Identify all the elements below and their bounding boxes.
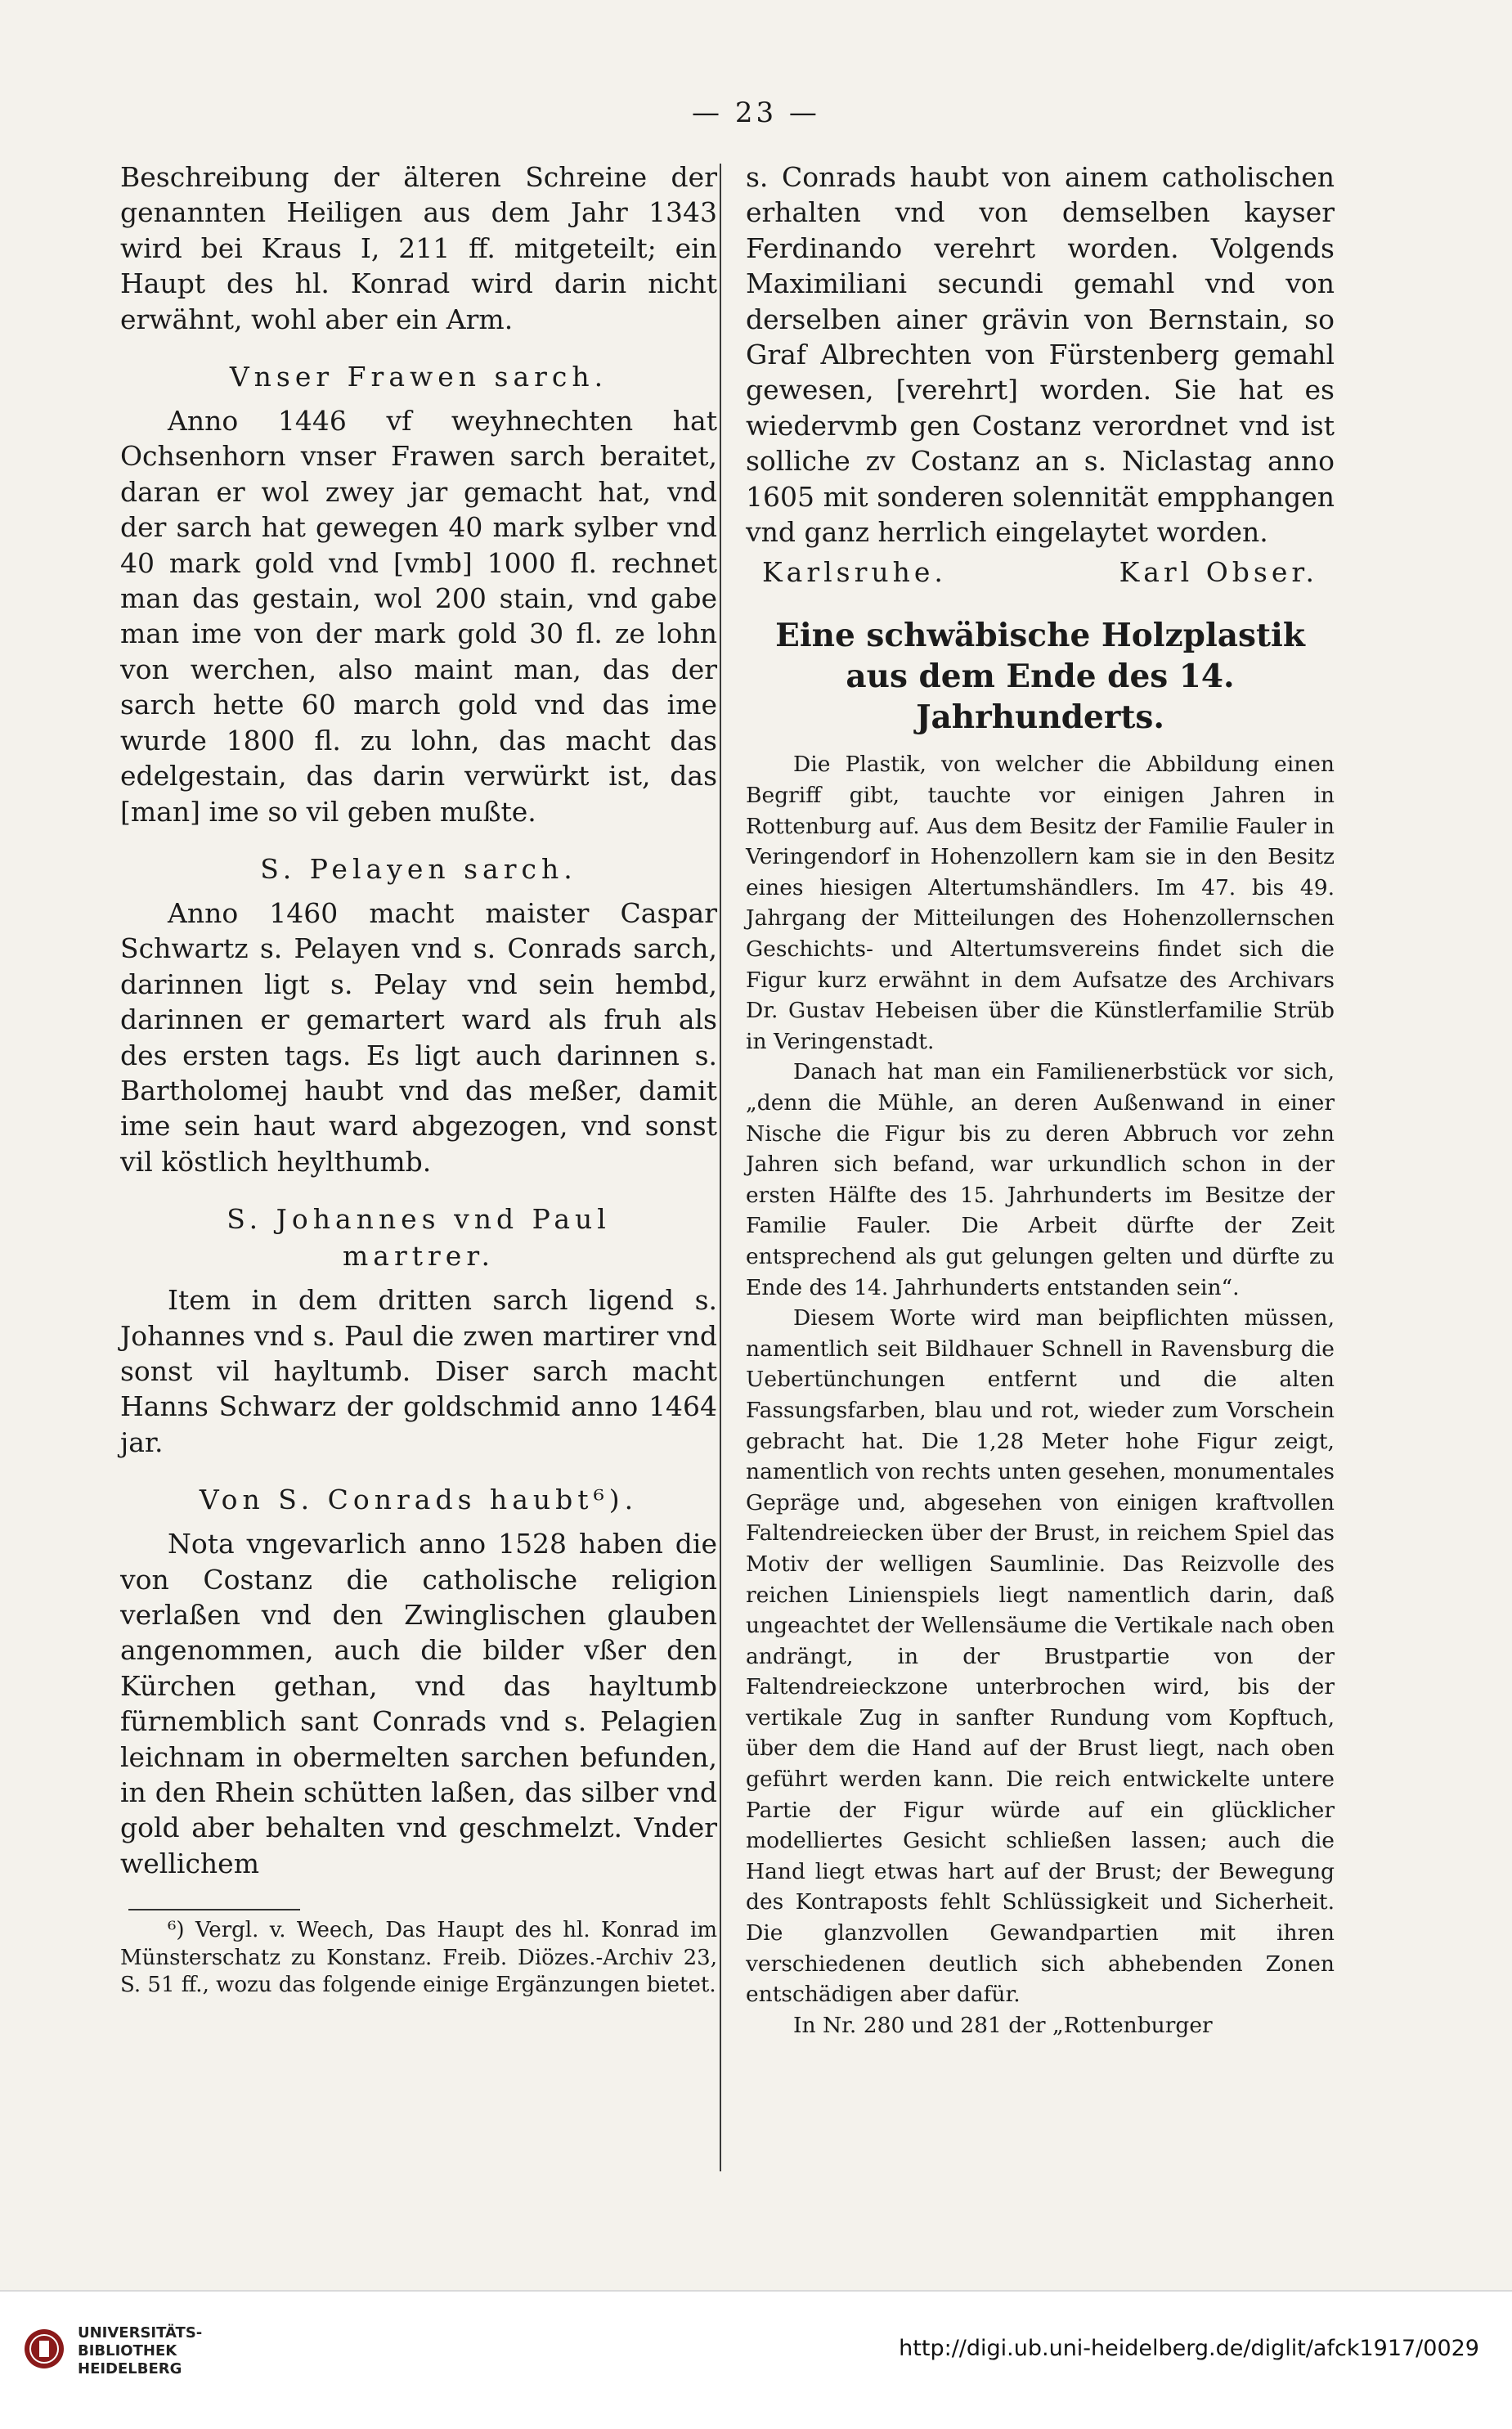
left-column [120,159,717,2000]
paragraph: In Nr. 280 und 281 der „Rottenburger [793,2012,1213,2038]
university-seal-icon [23,2328,65,2370]
signature-author: Karl Obser. [1119,556,1318,589]
signature [746,554,1335,590]
source-url-link[interactable]: http://digi.ub.uni-heidelberg.de/diglit/afck1917/0029 [899,2336,1479,2361]
right-column [746,159,1335,2041]
paragraph: s. Conrads haubt von ainem catholischen erhalten vnd von demselben kayser Ferdinando verehrt worden. Volgends Maximiliani secundi gemahl vnd von derselben ainer grävin von Bernstain, so Graf Albrechten von Fürstenberg gemahl gewesen, [verehrt] worden. Sie hat es wiedervmb gen Costanz verordnet vnd ist solliche zv Costanz an s. Niclastag anno 1605 mit sonderen solennität empphangen vnd ganz herrlich eingelaytet worden. [746,161,1335,549]
paragraph: Anno 1446 vf weyhnechten hat Ochsenhorn vnser Frawen sarch beraitet, daran er wol zwey jar gemacht hat, vnd der sarch hat gewegen 40 mark sylber vnd 40 mark gold vnd [vmb] 1000 fl. rechnet man das gestain, wol 200 stain, vnd gabe man ime von der mark gold 30 fl. ze lohn von werchen, also maint man, das der sarch hette 60 march gold vnd das ime wurde 1800 fl. zu lohn, das macht das edelgestain, das darin verwürkt ist, das [man] ime so vil geben mußte. [120,405,717,828]
footnote: ⁶) Vergl. v. Weech, Das Haupt des hl. Konrad im Münsterschatz zu Konstanz. Freib. Diözes.-Archiv 23, S. 51 ff., wozu das folgende einige Ergänzungen bietet. [120,1918,717,1998]
article-title: Eine schwäbische Holzplastik aus dem Ende des 14. Jahrhunderts. [775,617,1305,737]
section-heading-continued: martrer. [343,1240,495,1273]
paragraph: Diesem Worte wird man beipflichten müssen, namentlich seit Bildhauer Schnell in Ravensburg die Uebertünchungen entfernt und die alten Fassungsfarben, blau und rot, wieder zum Vorschein gebracht hat. Die 1,28 Meter hohe Figur zeigt, namentlich von rechts unten gesehen, monumentales Gepräge und, abgesehen von einigen kraftvollen Faltendreiecken über der Brust, in reichem Spiel das Motiv der welligen Saumlinie. Das Reizvolle des reichen Linienspiels liegt namentlich darin, daß ungeachtet der Wellensäume die Vertikale nach oben andrängt, in der Brustpartie von der Faltendreieckzone unterbrochen wird, bis der vertikale Zug in sanfter Rundung vom Kopftuch, über dem die Hand auf der Brust liegt, nach oben geführt werden kann. Die reich entwickelte untere Partie der Figur würde auf ein glücklicher modelliertes Gesicht schließen lassen; auch die Hand liegt etwas hart auf der Brust; der Bewegung des Kontraposts fehlt Schlüssigkeit und Sicherheit. Die glanzvollen Gewandpartien mit ihren verschiedenen deutlich sich abhebenden Zonen entschädigen aber dafür. [746,1305,1335,2008]
page-number: — 23 — [692,97,820,129]
paragraph: Beschreibung der älteren Schreine der genannten Heiligen aus dem Jahr 1343 wird bei Kraus I, 211 ff. mitgeteilt; ein Haupt des hl. Konrad wird darin nicht erwähnt, wohl aber ein Arm. [120,161,717,335]
section-heading: S. Pelayen sarch. [260,852,577,885]
library-name: UNIVERSITÄTS- BIBLIOTHEK HEIDELBERG [78,2324,203,2377]
section-heading: S. Johannes vnd Paul [227,1203,611,1236]
section-heading: Vnser Frawen sarch. [229,361,608,393]
signature-place: Karlsruhe. [762,556,947,589]
section-heading: Von S. Conrads haubt⁶). [199,1484,639,1516]
paragraph: Item in dem dritten sarch ligend s. Johannes vnd s. Paul die zwen martirer vnd sonst vil hayltumb. Diser sarch macht Hanns Schwarz der goldschmid anno 1464 jar. [120,1284,717,1458]
paragraph: Die Plastik, von welcher die Abbildung einen Begriff gibt, tauchte vor einigen Jahren in Rottenburg auf. Aus dem Besitz der Familie Fauler in Veringendorf in Hohenzollern kam sie in den Besitz eines hiesigen Altertumshändlers. Im 47. bis 49. Jahrgang der Mitteilungen des Hohenzollernschen Geschichts- und Altertumsvereins findet sich die Figur kurz erwähnt in dem Aufsatze des Archivars Dr. Gustav Hebeisen über die Künstlerfamilie Strüb in Veringenstadt. [746,752,1335,1054]
paragraph: Anno 1460 macht maister Caspar Schwartz s. Pelayen vnd s. Conrads sarch, darinnen ligt s. Pelay vnd sein hembd, darinnen er gemartert ward als fruh als des ersten tags. Es ligt auch darinnen s. Bartholomej haubt vnd das meßer, damit ime sein haut ward abgezogen, vnd sonst vil köstlich heylthumb. [120,896,717,1178]
paragraph: Danach hat man ein Familienerbstück vor sich, „denn die Mühle, an deren Außenwand in einer Nische die Figur bis zu deren Abbruch vor zehn Jahren sich befand, war urkundlich schon in der ersten Hälfte des 15. Jahrhunderts im Besitze der Familie Fauler. Die Arbeit dürfte der Zeit entsprechend als gut gelungen gelten und dürfte zu Ende des 14. Jahrhunderts entstanden sein“. [746,1059,1335,1300]
footnote-divider [128,1909,300,1910]
column-divider [720,164,721,2171]
footer-bar [0,2290,1512,2429]
paragraph: Nota vngevarlich anno 1528 haben die von Costanz die catholische religion verlaßen vnd den Zwinglischen glauben angenommen, auch die bilder vßer den Kürchen gethan, vnd das hayltumb fürnemblich sant Conrads vnd s. Pelagien leichnam in obermelten sarchen befunden, in den Rhein schütten laßen, das silber vnd gold aber behalten vnd geschmelzt. Vnder wellichem [120,1528,717,1879]
